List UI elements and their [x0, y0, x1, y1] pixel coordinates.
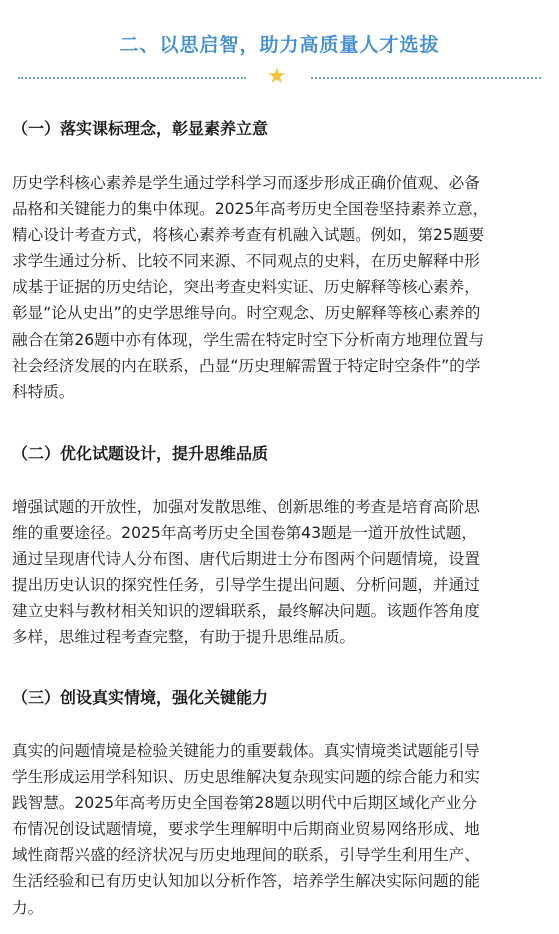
paragraph-line: 提出历史认识的探究性任务，引导学生提出问题、分析问题，并通过: [12, 576, 480, 595]
subheading-2: （二）优化试题设计，提升思维品质: [12, 444, 269, 463]
title-divider: [18, 64, 541, 89]
paragraph-line: 成基于证据的历史结论，突出考查史料实证、历史解释等核心素养，: [12, 278, 480, 297]
star-icon: ★: [267, 64, 287, 89]
subheading-3: （三）创设真实情境，强化关键能力: [12, 688, 269, 707]
paragraph-2: [12, 494, 552, 651]
paragraph-line: 通过呈现唐代诗人分布图、唐代后期进士分布图两个问题情境，设置: [12, 550, 480, 569]
paragraph-line: 增强试题的开放性，加强对发散思维、创新思维的考查是培育高阶思: [12, 498, 480, 516]
paragraph-line: 维的重要途径。2025年高考历史全国卷第43题是一道开放性试题，: [12, 524, 477, 543]
divider-line-right: [311, 77, 541, 79]
paragraph-line: 生活经验和已有历史认知加以分析作答，培养学生解决实际问题的能: [12, 872, 480, 891]
paragraph-1: [12, 170, 552, 405]
paragraph-line: 历史学科核心素养是学生通过学科学习而逐步形成正确价值观、必备: [12, 174, 480, 192]
paragraph-line: 求学生通过分析、比较不同来源、不同观点的史料，在历史解释中形: [12, 252, 480, 271]
section-title: 二、以思启智，助力高质量人才选拔: [119, 34, 440, 56]
paragraph-line: 践智慧。2025年高考历史全国卷第28题以明代中后期区域化产业分: [12, 794, 477, 813]
paragraph-line: 学生形成运用学科知识、历史思维解决复杂现实问题的综合能力和实: [12, 768, 480, 787]
paragraph-line: 多样，思维过程考查完整，有助于提升思维品质。: [12, 628, 356, 647]
paragraph-line: 彰显“论从史出”的史学思维导向。时空观念、历史解释等核心素养的: [12, 304, 481, 323]
paragraph-line: 科特质。: [12, 382, 75, 401]
paragraph-line: 力。: [12, 898, 44, 917]
paragraph-line: 域性商帮兴盛的经济状况与历史地理间的联系，引导学生利用生产、: [12, 846, 480, 865]
paragraph-3: [12, 738, 552, 921]
paragraph-line: 社会经济发展的内在联系，凸显“历史理解需置于特定时空条件”的学: [12, 356, 481, 375]
divider-line-left: [18, 77, 246, 79]
paragraph-line: 布情况创设试题情境，要求学生理解明中后期商业贸易网络形成、地: [12, 820, 480, 839]
subheading-1: （一）落实课标理念，彰显素养立意: [12, 119, 269, 138]
paragraph-line: 融合在第26题中亦有体现，学生需在特定时空下分析南方地理位置与: [12, 330, 485, 349]
paragraph-line: 品格和关键能力的集中体现。2025年高考历史全国卷坚持素养立意，: [12, 200, 489, 219]
paragraph-line: 建立史料与教材相关知识的逻辑联系，最终解决问题。该题作答角度: [12, 602, 480, 621]
paragraph-line: 真实的问题情境是检验关键能力的重要载体。真实情境类试题能引导: [12, 742, 480, 760]
paragraph-line: 精心设计考查方式，将核心素养考查有机融入试题。例如，第25题要: [12, 226, 485, 245]
